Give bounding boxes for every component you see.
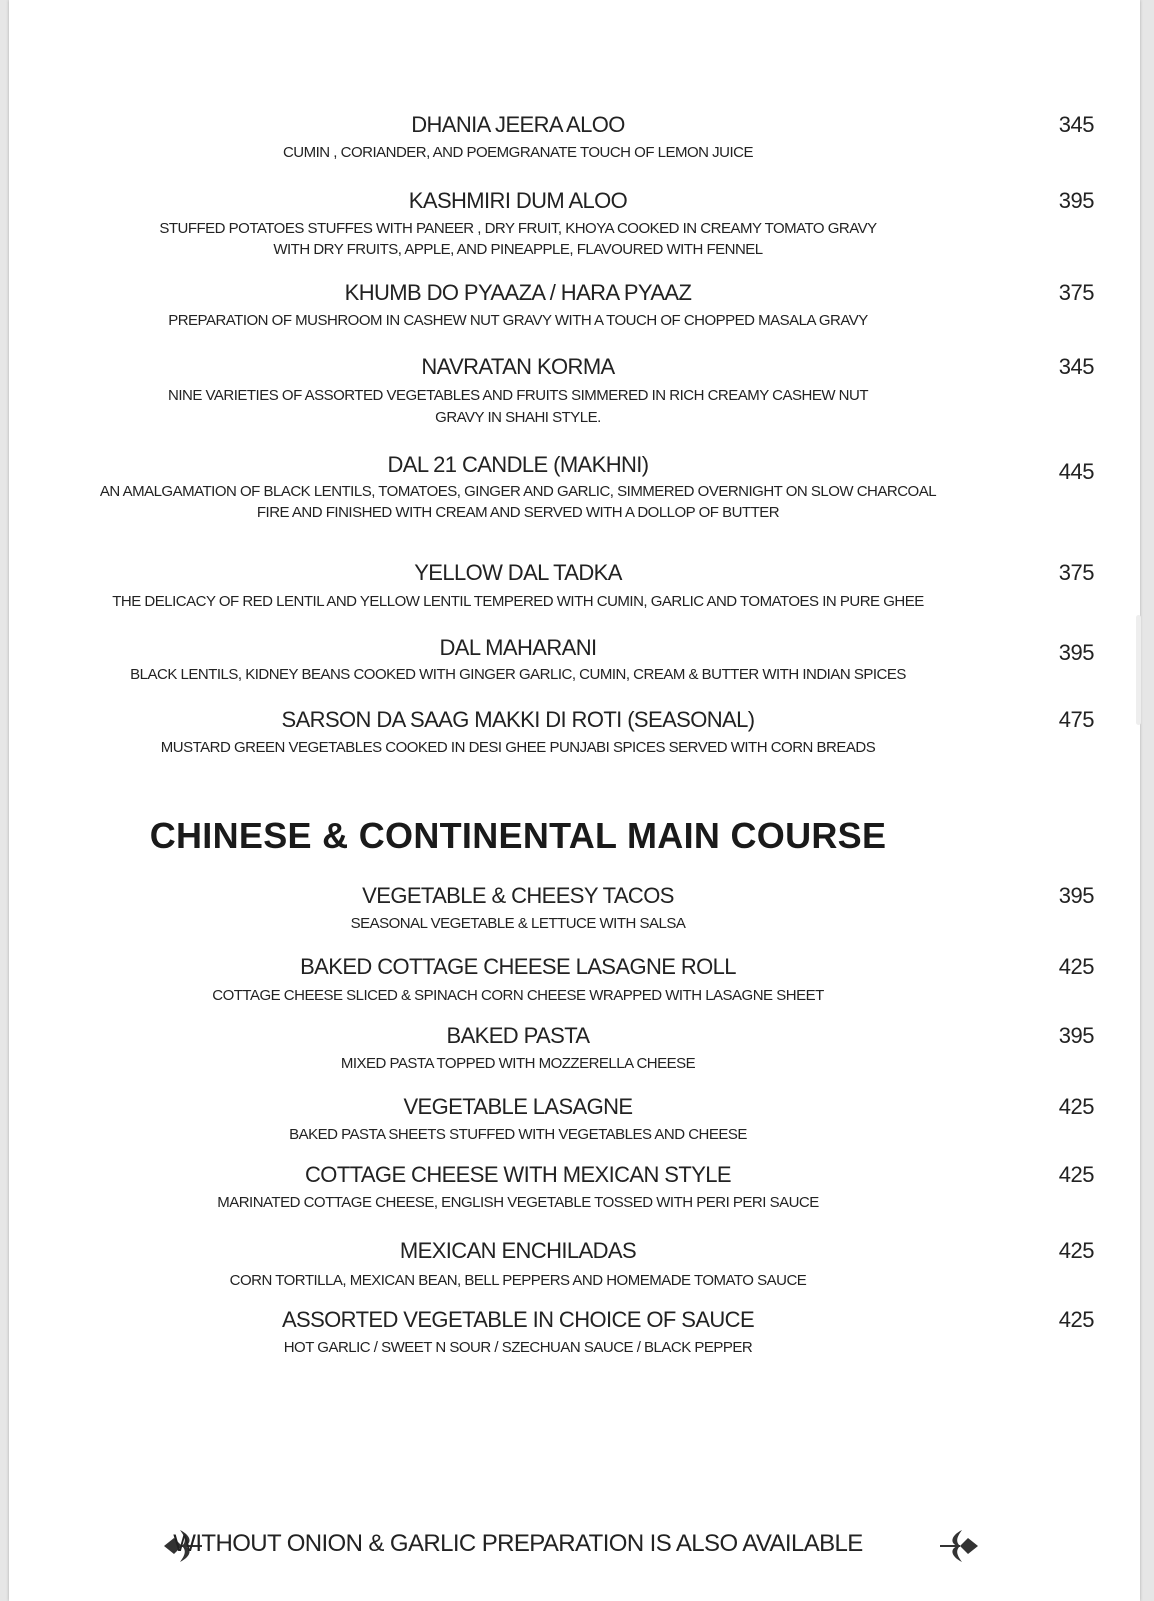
menu-item-price: 425 xyxy=(1058,1307,1094,1332)
menu-item-description: STUFFED POTATOES STUFFES WITH PANEER , DRY FRUIT, KHOYA COOKED IN CREAMY TOMATO GRAVY xyxy=(159,220,877,237)
menu-item-name: DHANIA JEERA ALOO xyxy=(411,112,625,137)
menu-item-name: KHUMB DO PYAAZA / HARA PYAAZ xyxy=(344,280,692,305)
section-heading: CHINESE & CONTINENTAL MAIN COURSE xyxy=(149,815,887,856)
menu-item-description: PREPARATION OF MUSHROOM IN CASHEW NUT GRAVY WITH A TOUCH OF CHOPPED MASALA GRAVY xyxy=(168,312,868,329)
menu-item-name: DAL 21 CANDLE (MAKHNI) xyxy=(387,452,649,477)
menu-item-price: 395 xyxy=(1058,883,1094,908)
menu-item-name: COTTAGE CHEESE WITH MEXICAN STYLE xyxy=(305,1162,731,1187)
menu-item-description: CUMIN , CORIANDER, AND POEMGRANATE TOUCH OF LEMON JUICE xyxy=(282,144,754,161)
menu-item-description: WITH DRY FRUITS, APPLE, AND PINEAPPLE, FLAVOURED WITH FENNEL xyxy=(273,241,763,258)
menu-item-price: 395 xyxy=(1058,1023,1094,1048)
menu-item-description: NINE VARIETIES OF ASSORTED VEGETABLES AND FRUITS SIMMERED IN RICH CREAMY CASHEW NUT xyxy=(167,387,868,404)
menu-item-description: MUSTARD GREEN VEGETABLES COOKED IN DESI GHEE PUNJABI SPICES SERVED WITH CORN BREADS xyxy=(160,739,876,756)
menu-item-description: MARINATED COTTAGE CHEESE, ENGLISH VEGETABLE TOSSED WITH PERI PERI SAUCE xyxy=(217,1194,819,1211)
menu-item-price: 345 xyxy=(1058,354,1094,379)
scrollbar[interactable] xyxy=(1136,615,1141,725)
menu-item-price: 425 xyxy=(1058,1094,1094,1119)
menu-item-name: VEGETABLE & CHEESY TACOS xyxy=(362,883,674,908)
menu-item-price: 395 xyxy=(1058,188,1094,213)
menu-item-description: COTTAGE CHEESE SLICED & SPINACH CORN CHEESE WRAPPED WITH LASAGNE SHEET xyxy=(212,987,824,1004)
menu-item-name: YELLOW DAL TADKA xyxy=(414,560,622,585)
menu-item-name: NAVRATAN KORMA xyxy=(421,354,615,379)
menu-item-price: 425 xyxy=(1058,954,1094,979)
menu-item-name: KASHMIRI DUM ALOO xyxy=(408,188,628,213)
menu-item-name: BAKED PASTA xyxy=(446,1023,590,1048)
menu-item-name: VEGETABLE LASAGNE xyxy=(403,1094,633,1119)
menu-page xyxy=(9,0,1140,1601)
menu-item-price: 425 xyxy=(1058,1162,1094,1187)
footer-note: WITHOUT ONION & GARLIC PREPARATION IS ALSO AVAILABLE xyxy=(173,1530,863,1557)
menu-item-description: AN AMALGAMATION OF BLACK LENTILS, TOMATOES, GINGER AND GARLIC, SIMMERED OVERNIGHT ON SLOW CHARCOAL xyxy=(99,483,937,500)
menu-item-price: 375 xyxy=(1058,560,1094,585)
menu-item-description: THE DELICACY OF RED LENTIL AND YELLOW LENTIL TEMPERED WITH CUMIN, GARLIC AND TOMATOES IN PURE GHEE xyxy=(112,593,924,610)
menu-item-description: SEASONAL VEGETABLE & LETTUCE WITH SALSA xyxy=(350,915,686,932)
menu-item-name: BAKED COTTAGE CHEESE LASAGNE ROLL xyxy=(300,954,736,979)
menu-item-description: GRAVY IN SHAHI STYLE. xyxy=(435,409,601,426)
menu-item-price: 475 xyxy=(1058,707,1094,732)
menu-item-price: 395 xyxy=(1058,640,1094,665)
menu-item-description: BLACK LENTILS, KIDNEY BEANS COOKED WITH GINGER GARLIC, CUMIN, CREAM & BUTTER WITH INDIAN SPICES xyxy=(130,666,906,683)
menu-item-description: BAKED PASTA SHEETS STUFFED WITH VEGETABLES AND CHEESE xyxy=(289,1126,747,1143)
menu-item-price: 375 xyxy=(1058,280,1094,305)
menu-item-name: DAL MAHARANI xyxy=(439,635,597,660)
menu-item-name: SARSON DA SAAG MAKKI DI ROTI (SEASONAL) xyxy=(281,707,755,732)
menu-item-price: 425 xyxy=(1058,1238,1094,1263)
menu-item-name: ASSORTED VEGETABLE IN CHOICE OF SAUCE xyxy=(281,1307,755,1332)
menu-item-description: FIRE AND FINISHED WITH CREAM AND SERVED WITH A DOLLOP OF BUTTER xyxy=(256,504,780,521)
menu-item-price: 345 xyxy=(1058,112,1094,137)
fleuron-icon-right xyxy=(934,1528,980,1564)
menu-item-description: HOT GARLIC / SWEET N SOUR / SZECHUAN SAUCE / BLACK PEPPER xyxy=(283,1339,753,1356)
menu-item-name: MEXICAN ENCHILADAS xyxy=(399,1238,637,1263)
menu-item-price: 445 xyxy=(1058,459,1094,484)
menu-item-description: MIXED PASTA TOPPED WITH MOZZERELLA CHEESE xyxy=(340,1055,696,1072)
menu-item-description: CORN TORTILLA, MEXICAN BEAN, BELL PEPPERS AND HOMEMADE TOMATO SAUCE xyxy=(229,1272,807,1289)
